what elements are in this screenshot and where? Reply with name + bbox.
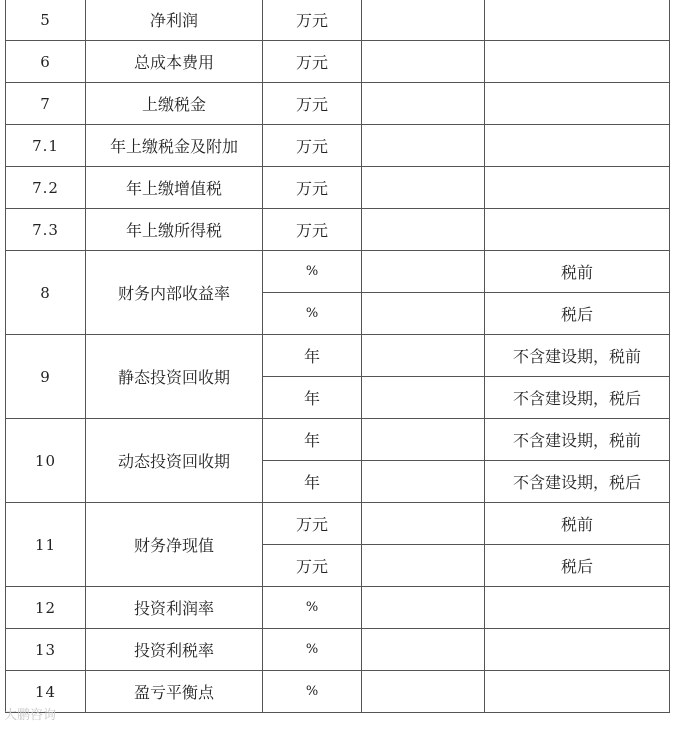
unit-cell: % xyxy=(263,251,362,293)
row-number-cell: 7.1 xyxy=(6,125,86,167)
table-body xyxy=(6,0,670,713)
indicator-name-cell: 年上缴税金及附加 xyxy=(86,125,263,167)
unit-cell: 万元 xyxy=(263,83,362,125)
unit-cell: % xyxy=(263,293,362,335)
unit-cell: % xyxy=(263,587,362,629)
value-cell xyxy=(362,41,485,83)
note-cell: 税前 xyxy=(485,251,670,293)
note-cell: 税后 xyxy=(485,545,670,587)
unit-cell: 万元 xyxy=(263,167,362,209)
unit-cell: 万元 xyxy=(263,125,362,167)
note-cell: 不含建设期，税后 xyxy=(485,377,670,419)
indicator-name-cell: 上缴税金 xyxy=(86,83,263,125)
indicator-name-cell: 投资利税率 xyxy=(86,629,263,671)
note-cell: 不含建设期，税前 xyxy=(485,335,670,377)
row-number-cell: 9 xyxy=(6,335,86,419)
indicator-name-cell: 财务内部收益率 xyxy=(86,251,263,335)
row-number-cell: 5 xyxy=(6,0,86,41)
row-number-cell: 7 xyxy=(6,83,86,125)
watermark-text: 大鹏咨询 xyxy=(4,708,57,723)
unit-cell: 万元 xyxy=(263,0,362,41)
indicator-name-cell: 财务净现值 xyxy=(86,503,263,587)
row-number-cell: 7.2 xyxy=(6,167,86,209)
row-number-cell: 8 xyxy=(6,251,86,335)
note-cell: 税前 xyxy=(485,503,670,545)
table-row xyxy=(6,419,670,461)
row-number-cell: 12 xyxy=(6,587,86,629)
value-cell xyxy=(362,419,485,461)
value-cell xyxy=(362,503,485,545)
unit-cell: 万元 xyxy=(263,209,362,251)
indicator-name-cell: 静态投资回收期 xyxy=(86,335,263,419)
table-row xyxy=(6,251,670,293)
table-row xyxy=(6,125,670,167)
note-cell xyxy=(485,629,670,671)
row-number-cell: 13 xyxy=(6,629,86,671)
unit-cell: 万元 xyxy=(263,503,362,545)
unit-cell: 年 xyxy=(263,419,362,461)
unit-cell: % xyxy=(263,671,362,713)
indicator-name-cell: 动态投资回收期 xyxy=(86,419,263,503)
value-cell xyxy=(362,83,485,125)
row-number-cell: 14 xyxy=(6,671,86,713)
note-cell: 不含建设期，税后 xyxy=(485,461,670,503)
table-row xyxy=(6,629,670,671)
note-cell xyxy=(485,671,670,713)
table-row xyxy=(6,83,670,125)
indicator-name-cell: 投资利润率 xyxy=(86,587,263,629)
indicator-name-cell: 年上缴所得税 xyxy=(86,209,263,251)
value-cell xyxy=(362,461,485,503)
note-cell xyxy=(485,209,670,251)
value-cell xyxy=(362,335,485,377)
table-row xyxy=(6,335,670,377)
table-row xyxy=(6,0,670,41)
note-cell xyxy=(485,41,670,83)
note-cell xyxy=(485,167,670,209)
unit-cell: % xyxy=(263,629,362,671)
indicator-table xyxy=(5,0,670,713)
note-cell xyxy=(485,0,670,41)
note-cell xyxy=(485,83,670,125)
row-number-cell: 7.3 xyxy=(6,209,86,251)
unit-cell: 万元 xyxy=(263,545,362,587)
unit-cell: 万元 xyxy=(263,41,362,83)
value-cell xyxy=(362,377,485,419)
row-number-cell: 11 xyxy=(6,503,86,587)
table-row xyxy=(6,209,670,251)
table-row xyxy=(6,671,670,713)
table-row xyxy=(6,41,670,83)
table-row xyxy=(6,167,670,209)
value-cell xyxy=(362,629,485,671)
note-cell xyxy=(485,587,670,629)
note-cell xyxy=(485,125,670,167)
row-number-cell: 10 xyxy=(6,419,86,503)
unit-cell: 年 xyxy=(263,461,362,503)
value-cell xyxy=(362,251,485,293)
indicator-name-cell: 年上缴增值税 xyxy=(86,167,263,209)
value-cell xyxy=(362,545,485,587)
indicator-name-cell: 净利润 xyxy=(86,0,263,41)
indicator-name-cell: 盈亏平衡点 xyxy=(86,671,263,713)
note-cell: 税后 xyxy=(485,293,670,335)
value-cell xyxy=(362,587,485,629)
unit-cell: 年 xyxy=(263,335,362,377)
indicator-name-cell: 总成本费用 xyxy=(86,41,263,83)
value-cell xyxy=(362,0,485,41)
unit-cell: 年 xyxy=(263,377,362,419)
row-number-cell: 6 xyxy=(6,41,86,83)
table-row xyxy=(6,503,670,545)
value-cell xyxy=(362,167,485,209)
note-cell: 不含建设期，税前 xyxy=(485,419,670,461)
value-cell xyxy=(362,671,485,713)
value-cell xyxy=(362,293,485,335)
value-cell xyxy=(362,125,485,167)
value-cell xyxy=(362,209,485,251)
table-row xyxy=(6,587,670,629)
